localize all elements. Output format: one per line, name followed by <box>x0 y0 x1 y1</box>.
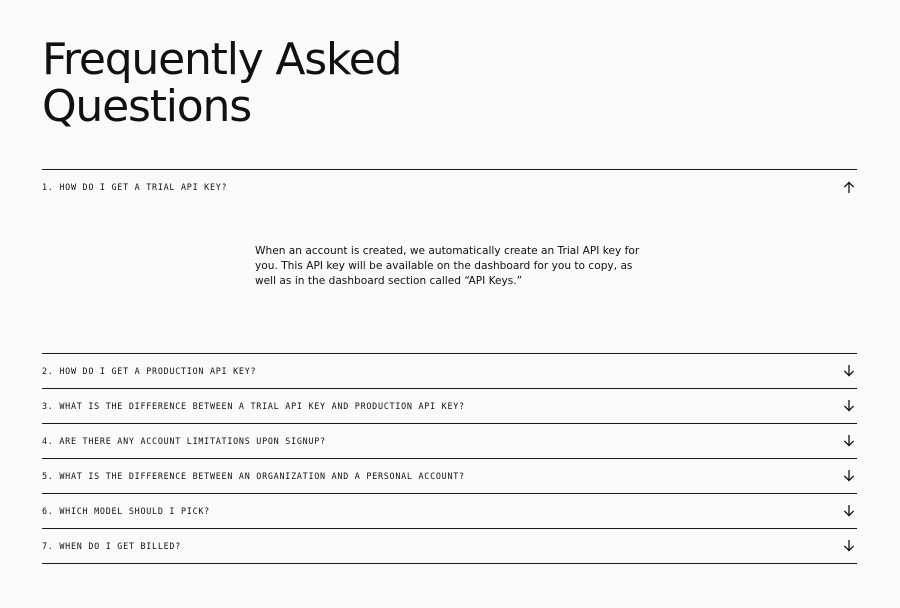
faq-question-5: 5. WHAT IS THE DIFFERENCE BETWEEN AN ORGANIZATION AND A PERSONAL ACCOUNT? <box>42 471 465 481</box>
faq-question-1-toggle[interactable] <box>42 170 857 204</box>
faq-answer-text: When an account is created, we automatically create an Trial API key for you. This API key will be available on the dashboard for you to copy, as well as in the dashboard section called “API Keys.” <box>255 245 640 287</box>
faq-item-5 <box>42 458 857 493</box>
arrow-up-icon[interactable] <box>842 180 856 194</box>
faq-item-1 <box>42 169 857 353</box>
arrow-down-icon[interactable] <box>842 364 856 378</box>
faq-question-5-toggle[interactable] <box>42 459 857 493</box>
arrow-down-icon[interactable] <box>842 539 856 553</box>
faq-question-7: 7. WHEN DO I GET BILLED? <box>42 541 182 551</box>
faq-item-2 <box>42 353 857 388</box>
faq-question-6-toggle[interactable] <box>42 494 857 528</box>
faq-item-6 <box>42 493 857 528</box>
arrow-down-icon[interactable] <box>842 434 856 448</box>
faq-answer-1 <box>42 204 857 353</box>
arrow-down-icon[interactable] <box>842 469 856 483</box>
faq-question-4-toggle[interactable] <box>42 424 857 458</box>
faq-question-1: 1. HOW DO I GET A TRIAL API KEY? <box>42 182 228 192</box>
arrow-down-icon[interactable] <box>842 399 856 413</box>
faq-question-3: 3. WHAT IS THE DIFFERENCE BETWEEN A TRIAL API KEY AND PRODUCTION API KEY? <box>42 401 465 411</box>
faq-question-7-toggle[interactable] <box>42 529 857 563</box>
faq-item-3 <box>42 388 857 423</box>
faq-question-4: 4. ARE THERE ANY ACCOUNT LIMITATIONS UPON SIGNUP? <box>42 436 326 446</box>
page-title: Frequently Asked Questions <box>42 34 402 132</box>
faq-question-2: 2. HOW DO I GET A PRODUCTION API KEY? <box>42 366 257 376</box>
faq-question-6: 6. WHICH MODEL SHOULD I PICK? <box>42 506 210 516</box>
faq-item-4 <box>42 423 857 458</box>
faq-list <box>42 169 857 564</box>
faq-question-2-toggle[interactable] <box>42 354 857 388</box>
faq-question-3-toggle[interactable] <box>42 389 857 423</box>
arrow-down-icon[interactable] <box>842 504 856 518</box>
faq-item-7 <box>42 528 857 563</box>
